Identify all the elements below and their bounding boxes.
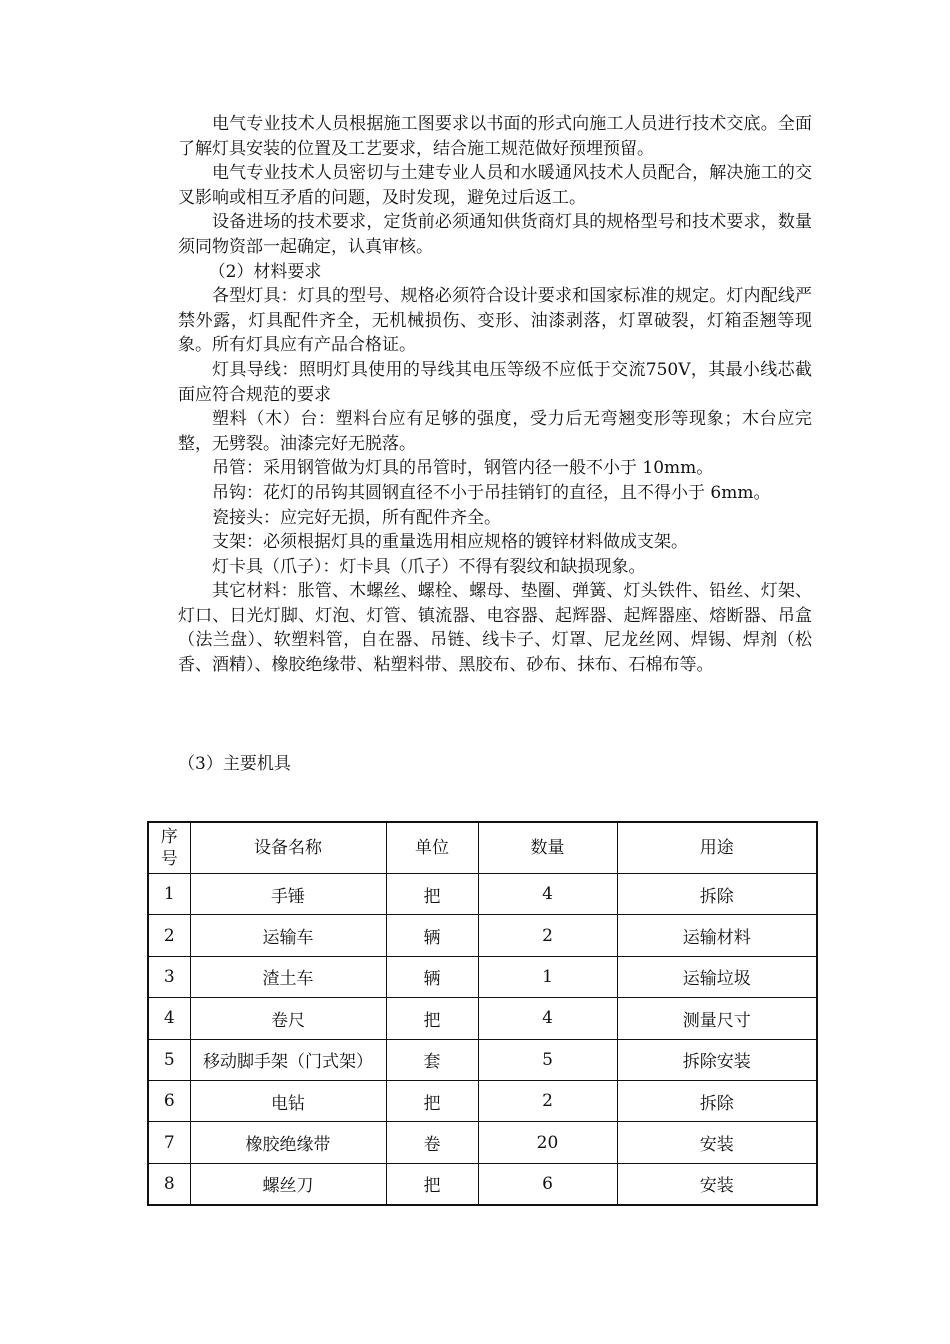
cell-index: 6	[148, 1080, 190, 1121]
paragraph-coordination: 电气专业技术人员密切与土建专业人员和水暖通风技术人员配合，解决施工的交叉影响或相互矛盾的问题，及时发现，避免过后返工。	[178, 163, 812, 208]
table-row	[148, 874, 817, 915]
paragraph-porcelain-joint: 瓷接头：应完好无损，所有配件齐全。	[212, 507, 501, 528]
cell-equipment-name: 卷尺	[190, 998, 386, 1039]
paragraph-lamp-wires: 灯具导线：照明灯具使用的导线其电压等级不应低于交流750V，其最小线芯截面应符合规范的要求	[178, 359, 812, 405]
cell-quantity: 2	[478, 1080, 617, 1121]
cell-unit: 把	[386, 874, 478, 915]
cell-quantity: 4	[478, 874, 617, 915]
cell-unit: 辆	[386, 915, 478, 956]
table-row	[148, 1163, 817, 1205]
cell-index: 8	[148, 1163, 190, 1205]
header-equipment-name: 设备名称	[190, 822, 386, 874]
cell-equipment-name: 橡胶绝缘带	[190, 1122, 386, 1163]
cell-equipment-name: 螺丝刀	[190, 1163, 386, 1205]
cell-index: 5	[148, 1039, 190, 1080]
table-row	[148, 998, 817, 1039]
paragraph-bracket: 支架：必须根据灯具的重量选用相应规格的镀锌材料做成支架。	[212, 532, 688, 553]
cell-unit: 把	[386, 1163, 478, 1205]
paragraph-hook: 吊钩：花灯的吊钩其圆钢直径不小于吊挂销钉的直径，且不得小于 6mm。	[212, 482, 771, 503]
cell-quantity: 20	[478, 1122, 617, 1163]
cell-equipment-name: 手锤	[190, 874, 386, 915]
section-heading-materials: （2）材料要求	[208, 261, 322, 282]
cell-purpose: 安装	[617, 1122, 817, 1163]
table-row	[148, 1080, 817, 1121]
cell-quantity: 6	[478, 1163, 617, 1205]
body-text	[178, 112, 812, 678]
paragraph-tech-briefing: 电气专业技术人员根据施工图要求以书面的形式向施工人员进行技术交底。全面了解灯具安装的位置及工艺要求，结合施工规范做好预埋预留。	[178, 114, 812, 159]
cell-purpose: 拆除安装	[617, 1039, 817, 1080]
cell-unit: 辆	[386, 956, 478, 997]
cell-unit: 把	[386, 998, 478, 1039]
cell-quantity: 2	[478, 915, 617, 956]
header-unit: 单位	[386, 822, 478, 874]
cell-quantity: 5	[478, 1039, 617, 1080]
cell-equipment-name: 渣土车	[190, 956, 386, 997]
header-purpose: 用途	[617, 822, 817, 874]
cell-equipment-name: 电钻	[190, 1080, 386, 1121]
equipment-table	[147, 821, 818, 1206]
cell-unit: 把	[386, 1080, 478, 1121]
cell-equipment-name: 运输车	[190, 915, 386, 956]
cell-purpose: 运输垃圾	[617, 956, 817, 997]
cell-purpose: 拆除	[617, 1080, 817, 1121]
table-row	[148, 915, 817, 956]
cell-quantity: 1	[478, 956, 617, 997]
cell-index: 4	[148, 998, 190, 1039]
paragraph-plastic-wood-base: 塑料（木）台：塑料台应有足够的强度，受力后无弯翘变形等现象；木台应完整，无劈裂。油漆完好无脱落。	[178, 409, 812, 454]
paragraph-hanging-tube: 吊管：采用钢管做为灯具的吊管时，钢管内径一般不小于 10mm。	[212, 458, 714, 479]
cell-unit: 卷	[386, 1122, 478, 1163]
paragraph-equipment-entry: 设备进场的技术要求，定货前必须通知供货商灯具的规格型号和技术要求，数量须同物资部一起确定，认真审核。	[178, 212, 812, 257]
cell-purpose: 安装	[617, 1163, 817, 1205]
paragraph-lamp-clamp: 灯卡具（爪子）：灯卡具（爪子）不得有裂纹和缺损现象。	[212, 556, 646, 577]
table-row	[148, 1122, 817, 1163]
paragraph-lamps: 各型灯具：灯具的型号、规格必须符合设计要求和国家标准的规定。灯内配线严禁外露，灯具配件齐全，无机械损伤、变形、油漆剥落，灯罩破裂，灯箱歪翘等现象。所有灯具应有产品合格证。	[178, 286, 812, 356]
cell-quantity: 4	[478, 998, 617, 1039]
cell-equipment-name: 移动脚手架（门式架）	[190, 1039, 386, 1080]
paragraph-other-materials: 其它材料：胀管、木螺丝、螺栓、螺母、垫圈、弹簧、灯头铁件、铅丝、灯架、灯口、日光灯脚、灯泡、灯管、镇流器、电容器、起辉器、起辉器座、熔断器、吊盒（法兰盘）、软塑料管，自在器、吊链、线卡子、灯罩、尼龙丝网、焊锡、焊剂（松香、酒精）、橡胶绝缘带、粘塑料带、黑胶布、砂布、抹布、石棉布等。	[178, 581, 812, 676]
table-row	[148, 956, 817, 997]
section-heading-tools: （3）主要机具	[178, 754, 291, 774]
cell-index: 2	[148, 915, 190, 956]
cell-index: 3	[148, 956, 190, 997]
cell-purpose: 测量尺寸	[617, 998, 817, 1039]
cell-index: 7	[148, 1122, 190, 1163]
cell-purpose: 拆除	[617, 874, 817, 915]
table-row	[148, 1039, 817, 1080]
header-quantity: 数量	[478, 822, 617, 874]
cell-purpose: 运输材料	[617, 915, 817, 956]
header-index: 序号	[148, 822, 190, 874]
table-header-row	[148, 822, 817, 874]
cell-index: 1	[148, 874, 190, 915]
cell-unit: 套	[386, 1039, 478, 1080]
